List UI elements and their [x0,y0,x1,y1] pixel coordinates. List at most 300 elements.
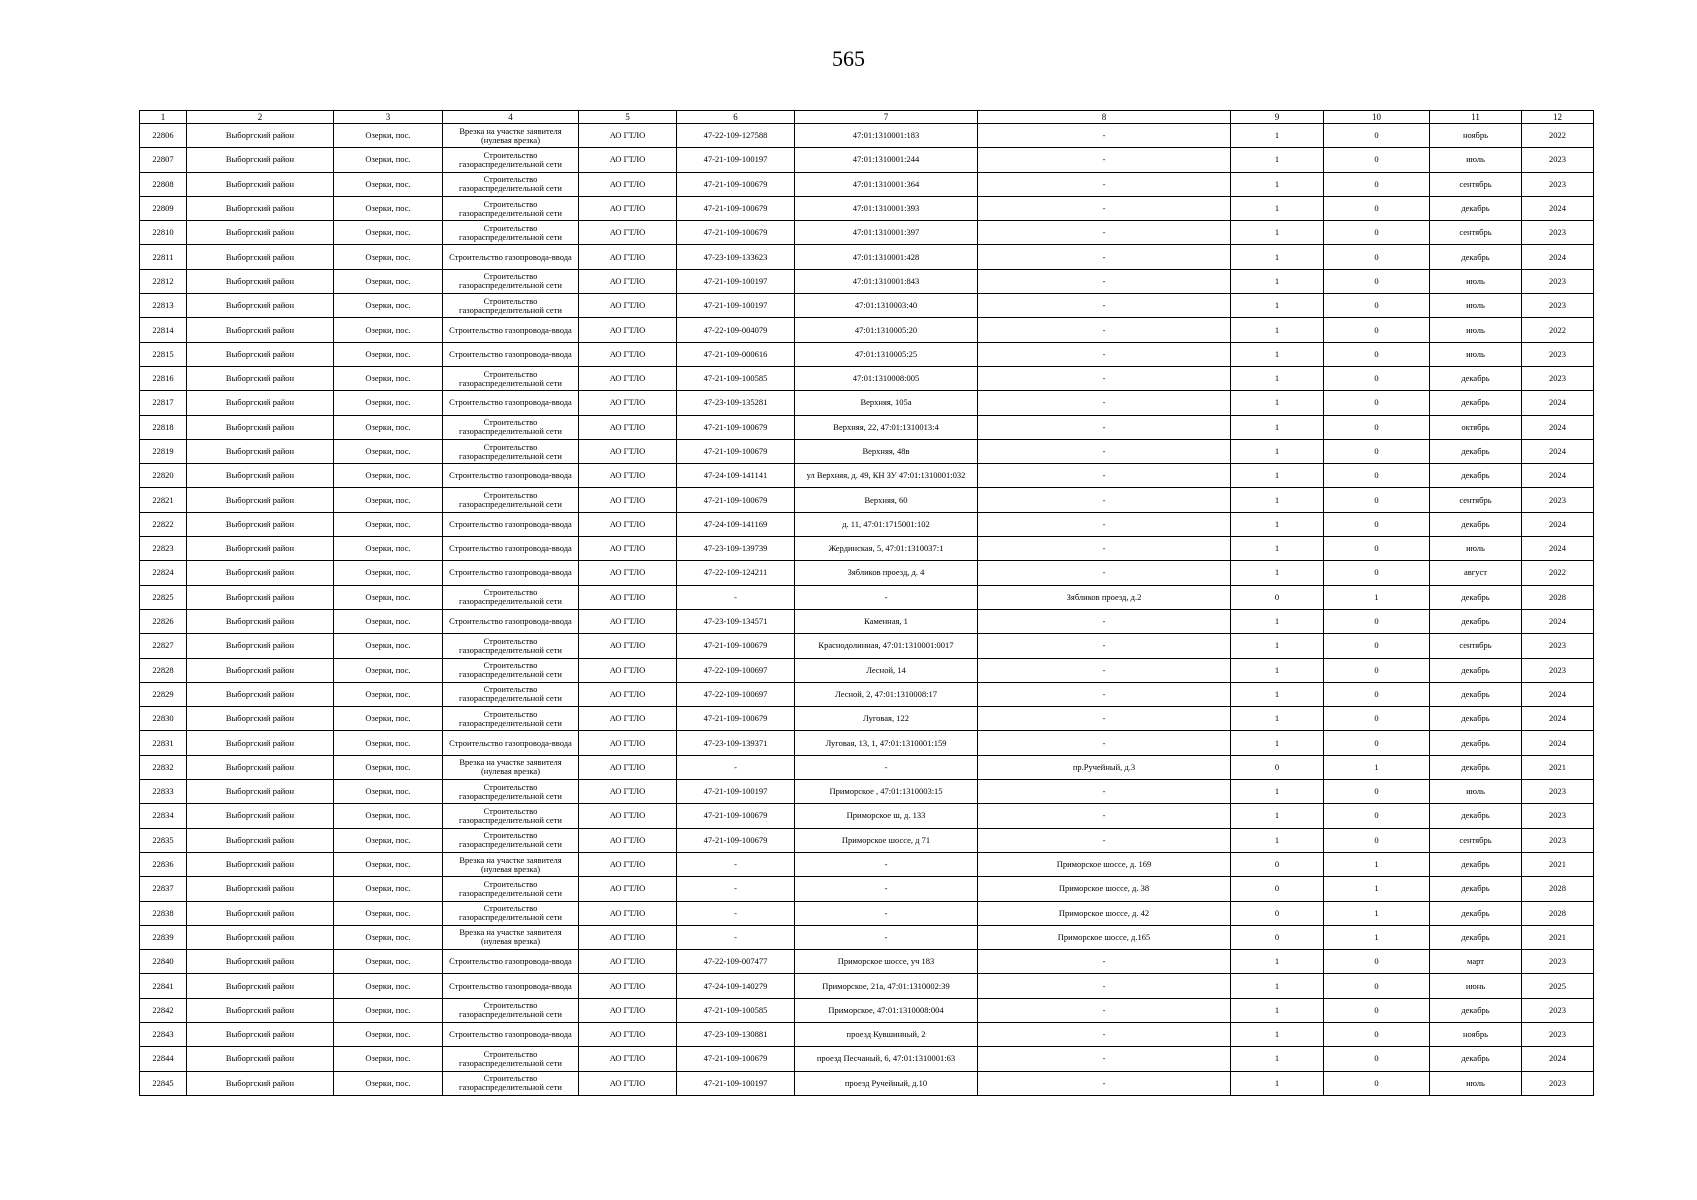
table-cell: Строительство газопровода-ввода [443,245,579,269]
table-cell: 1 [1231,148,1324,172]
table-cell: Строительство газораспределительной сети [443,682,579,706]
table-cell: 0 [1324,196,1430,220]
table-cell: 0 [1324,342,1430,366]
table-cell: - [795,755,978,779]
table-cell: 2028 [1522,901,1594,925]
table-cell: Выборгский район [187,342,334,366]
table-row [140,366,1594,390]
table-row [140,391,1594,415]
table-row [140,269,1594,293]
table-cell: 22845 [140,1071,187,1095]
table-cell: 47-24-109-140279 [677,974,795,998]
table-row [140,342,1594,366]
table-cell: Строительство газопровода-ввода [443,318,579,342]
table-cell: Выборгский район [187,877,334,901]
table-cell: Озерки, пос. [334,1022,443,1046]
table-cell: июль [1430,1071,1522,1095]
table-row [140,950,1594,974]
table-cell: Озерки, пос. [334,342,443,366]
table-row [140,634,1594,658]
table-cell: 2024 [1522,512,1594,536]
table-cell: - [795,877,978,901]
table-cell: июнь [1430,974,1522,998]
table-cell: 2024 [1522,537,1594,561]
table-cell: 0 [1324,269,1430,293]
table-cell: Выборгский район [187,172,334,196]
table-cell: - [978,196,1231,220]
table-cell: 0 [1324,294,1430,318]
table-cell: Строительство газораспределительной сети [443,804,579,828]
table-cell: Строительство газораспределительной сети [443,294,579,318]
table-cell: Каменная, 1 [795,609,978,633]
table-cell: 47-22-109-004079 [677,318,795,342]
column-header: 8 [978,111,1231,124]
table-cell: 47-22-109-124211 [677,561,795,585]
column-header: 4 [443,111,579,124]
table-cell: декабрь [1430,196,1522,220]
table-cell: 47-21-109-100679 [677,488,795,512]
table-cell: 22807 [140,148,187,172]
table-cell: 1 [1231,294,1324,318]
table-cell: 2023 [1522,634,1594,658]
table-cell: 0 [1324,366,1430,390]
table-cell: ноябрь [1430,124,1522,148]
table-cell: - [795,585,978,609]
table-cell: 2022 [1522,318,1594,342]
table-cell: март [1430,950,1522,974]
table-cell: 47-21-109-100585 [677,366,795,390]
table-cell: Строительство газопровода-ввода [443,342,579,366]
table-cell: 2028 [1522,877,1594,901]
table-cell: июль [1430,148,1522,172]
table-cell: Приморское шоссе, д. 169 [978,852,1231,876]
table-cell: 1 [1231,828,1324,852]
table-cell: 22842 [140,998,187,1022]
table-cell: 1 [1231,439,1324,463]
table-row [140,488,1594,512]
table-cell: 47-21-109-100679 [677,828,795,852]
table-cell: Озерки, пос. [334,488,443,512]
table-cell: - [978,974,1231,998]
table-cell: Строительство газораспределительной сети [443,634,579,658]
table-row [140,512,1594,536]
table-cell: Озерки, пос. [334,269,443,293]
table-cell: июль [1430,780,1522,804]
table-cell: 47-23-109-133623 [677,245,795,269]
table-cell: сентябрь [1430,634,1522,658]
table-cell: - [978,172,1231,196]
table-cell: 22836 [140,852,187,876]
table-cell: Выборгский район [187,585,334,609]
table-row [140,464,1594,488]
table-cell: Строительство газопровода-ввода [443,1022,579,1046]
table-cell: Озерки, пос. [334,804,443,828]
table-cell: Лесной, 14 [795,658,978,682]
table-row [140,148,1594,172]
table-cell: Выборгский район [187,707,334,731]
table-cell: проезд Ручейный, д.10 [795,1071,978,1095]
table-cell: Приморское, 21а, 47:01:1310002:39 [795,974,978,998]
table-cell: Строительство газопровода-ввода [443,512,579,536]
table-cell: 1 [1231,561,1324,585]
table-cell: 1 [1324,755,1430,779]
table-cell: Выборгский район [187,366,334,390]
table-cell: сентябрь [1430,488,1522,512]
table-cell: Выборгский район [187,318,334,342]
table-cell: 1 [1231,974,1324,998]
table-cell: август [1430,561,1522,585]
table-cell: Строительство газопровода-ввода [443,609,579,633]
table-cell: 2021 [1522,925,1594,949]
table-cell: 1 [1231,221,1324,245]
table-row [140,294,1594,318]
table-cell: Выборгский район [187,998,334,1022]
table-cell: 47-22-109-100697 [677,682,795,706]
table-cell: Выборгский район [187,464,334,488]
table-cell: 1 [1324,925,1430,949]
table-cell: 22834 [140,804,187,828]
table-cell: 2023 [1522,1022,1594,1046]
table-cell: Озерки, пос. [334,366,443,390]
table-cell: 1 [1324,852,1430,876]
table-cell: Выборгский район [187,245,334,269]
table-cell: Озерки, пос. [334,439,443,463]
table-cell: 1 [1231,780,1324,804]
table-row [140,828,1594,852]
table-cell: Строительство газораспределительной сети [443,439,579,463]
table-cell: 47-21-109-100679 [677,707,795,731]
table-cell: Строительство газораспределительной сети [443,828,579,852]
table-cell: 1 [1231,1071,1324,1095]
table-cell: 47-23-109-139371 [677,731,795,755]
table-cell: декабрь [1430,998,1522,1022]
table-cell: 22809 [140,196,187,220]
table-cell: 22814 [140,318,187,342]
table-cell: 1 [1324,877,1430,901]
table-cell: - [978,950,1231,974]
table-cell: 22824 [140,561,187,585]
table-cell: декабрь [1430,852,1522,876]
table-cell: проезд Песчаный, 6, 47:01:1310001:63 [795,1047,978,1071]
table-row [140,804,1594,828]
column-header: 11 [1430,111,1522,124]
table-row [140,707,1594,731]
table-cell: 1 [1231,269,1324,293]
table-cell: 22808 [140,172,187,196]
table-cell: - [978,391,1231,415]
table-cell: АО ГТЛО [579,658,677,682]
table-cell: 47-21-109-100197 [677,1071,795,1095]
table-cell: 22830 [140,707,187,731]
table-cell: 0 [1324,245,1430,269]
table-cell: 1 [1231,464,1324,488]
table-cell: Строительство газораспределительной сети [443,269,579,293]
table-cell: 2028 [1522,585,1594,609]
table-cell: 2023 [1522,172,1594,196]
table-cell: Выборгский район [187,196,334,220]
table-cell: АО ГТЛО [579,366,677,390]
register-table [139,110,1594,1096]
table-cell: Озерки, пос. [334,901,443,925]
table-cell: Озерки, пос. [334,464,443,488]
table-cell: - [978,124,1231,148]
table-cell: - [978,148,1231,172]
table-cell: 1 [1231,342,1324,366]
table-cell: Озерки, пос. [334,998,443,1022]
table-cell: Приморское шоссе, д. 42 [978,901,1231,925]
table-cell: АО ГТЛО [579,901,677,925]
table-cell: АО ГТЛО [579,124,677,148]
table-cell: Выборгский район [187,658,334,682]
column-header: 12 [1522,111,1594,124]
table-cell: Строительство газопровода-ввода [443,974,579,998]
table-cell: Выборгский район [187,439,334,463]
table-cell: - [677,852,795,876]
table-cell: 0 [1324,658,1430,682]
table-cell: АО ГТЛО [579,196,677,220]
table-cell: - [978,415,1231,439]
table-row [140,1047,1594,1071]
table-cell: Выборгский район [187,950,334,974]
table-cell: Выборгский район [187,1071,334,1095]
table-cell: АО ГТЛО [579,998,677,1022]
table-cell: Строительство газораспределительной сети [443,366,579,390]
table-cell: июль [1430,537,1522,561]
table-cell: проезд Кувшинный, 2 [795,1022,978,1046]
table-cell: Зябликов проезд, д. 4 [795,561,978,585]
table-row [140,537,1594,561]
table-cell: 47-21-109-100679 [677,172,795,196]
table-cell: декабрь [1430,755,1522,779]
table-cell: 22841 [140,974,187,998]
table-cell: 47-21-109-100197 [677,780,795,804]
column-header: 7 [795,111,978,124]
table-cell: 47-24-109-141169 [677,512,795,536]
table-row [140,318,1594,342]
table-cell: д. 11, 47:01:1715001:102 [795,512,978,536]
table-cell: 0 [1231,585,1324,609]
column-header: 2 [187,111,334,124]
table-cell: 2023 [1522,828,1594,852]
table-cell: 0 [1324,634,1430,658]
table-cell: декабрь [1430,682,1522,706]
table-cell: - [978,512,1231,536]
table-cell: АО ГТЛО [579,269,677,293]
table-cell: Выборгский район [187,755,334,779]
table-row [140,780,1594,804]
table-cell: декабрь [1430,877,1522,901]
table-cell: - [978,221,1231,245]
table-cell: 1 [1324,901,1430,925]
table-cell: Верхняя, 48в [795,439,978,463]
table-cell: Озерки, пос. [334,294,443,318]
table-cell: АО ГТЛО [579,780,677,804]
table-cell: Лесной, 2, 47:01:1310008:17 [795,682,978,706]
table-cell: АО ГТЛО [579,634,677,658]
table-cell: Выборгский район [187,537,334,561]
table-cell: АО ГТЛО [579,974,677,998]
table-cell: 22825 [140,585,187,609]
table-cell: ноябрь [1430,1022,1522,1046]
table-row [140,1071,1594,1095]
table-cell: АО ГТЛО [579,585,677,609]
table-cell: Строительство газораспределительной сети [443,488,579,512]
table-cell: 1 [1231,196,1324,220]
table-cell: 0 [1324,439,1430,463]
table-cell: 22831 [140,731,187,755]
table-cell: 22823 [140,537,187,561]
table-row [140,561,1594,585]
table-cell: 22832 [140,755,187,779]
table-cell: Строительство газораспределительной сети [443,780,579,804]
table-cell: 2024 [1522,1047,1594,1071]
table-cell: 1 [1231,391,1324,415]
table-cell: 2023 [1522,269,1594,293]
table-cell: АО ГТЛО [579,1022,677,1046]
table-cell: АО ГТЛО [579,221,677,245]
table-cell: Луговая, 13, 1, 47:01:1310001:159 [795,731,978,755]
table-cell: АО ГТЛО [579,512,677,536]
table-cell: АО ГТЛО [579,731,677,755]
table-cell: 22838 [140,901,187,925]
table-cell: 2024 [1522,609,1594,633]
table-cell: 1 [1231,245,1324,269]
table-cell: Выборгский район [187,294,334,318]
table-cell: Приморское шоссе, д 71 [795,828,978,852]
table-cell: - [978,804,1231,828]
table-cell: 0 [1324,318,1430,342]
table-cell: 0 [1231,925,1324,949]
table-cell: 0 [1324,512,1430,536]
table-cell: 0 [1231,877,1324,901]
table-cell: - [677,585,795,609]
table-cell: Озерки, пос. [334,634,443,658]
table-cell: 22811 [140,245,187,269]
table-cell: 22821 [140,488,187,512]
table-cell: декабрь [1430,245,1522,269]
table-cell: Озерки, пос. [334,561,443,585]
table-cell: Строительство газораспределительной сети [443,148,579,172]
table-cell: - [978,537,1231,561]
table-cell: 2024 [1522,196,1594,220]
table-cell: Врезка на участке заявителя (нулевая врезка) [443,925,579,949]
table-cell: 2023 [1522,221,1594,245]
table-cell: Выборгский район [187,512,334,536]
table-cell: Выборгский район [187,780,334,804]
table-cell: 1 [1231,682,1324,706]
table-cell: 0 [1231,852,1324,876]
table-cell: 2022 [1522,561,1594,585]
table-cell: 1 [1231,707,1324,731]
table-cell: - [677,755,795,779]
table-cell: Строительство газораспределительной сети [443,707,579,731]
table-cell: 2023 [1522,294,1594,318]
table-cell: 47:01:1310005:25 [795,342,978,366]
table-cell: 22828 [140,658,187,682]
table-cell: Выборгский район [187,901,334,925]
table-cell: июль [1430,342,1522,366]
table-cell: - [978,439,1231,463]
table-cell: 0 [1324,950,1430,974]
table-cell: Озерки, пос. [334,828,443,852]
table-cell: декабрь [1430,391,1522,415]
table-cell: АО ГТЛО [579,852,677,876]
table-cell: - [677,925,795,949]
table-cell: 1 [1231,366,1324,390]
table-cell: Озерки, пос. [334,124,443,148]
table-cell: декабрь [1430,901,1522,925]
table-cell: 47-21-109-100679 [677,804,795,828]
table-cell: Озерки, пос. [334,245,443,269]
table-cell: АО ГТЛО [579,318,677,342]
table-cell: Строительство газораспределительной сети [443,998,579,1022]
column-header: 3 [334,111,443,124]
table-cell: 2023 [1522,488,1594,512]
table-row [140,1022,1594,1046]
table-cell: декабрь [1430,658,1522,682]
table-header [140,111,1594,124]
table-cell: 0 [1324,537,1430,561]
table-row [140,974,1594,998]
table-cell: Выборгский район [187,148,334,172]
table-cell: - [978,609,1231,633]
table-row [140,731,1594,755]
table-cell: - [978,1047,1231,1071]
table-cell: 22812 [140,269,187,293]
table-cell: 0 [1324,1022,1430,1046]
table-cell: 0 [1324,731,1430,755]
table-cell: июль [1430,269,1522,293]
table-row [140,877,1594,901]
table-cell: АО ГТЛО [579,877,677,901]
table-cell: Озерки, пос. [334,877,443,901]
table-cell: АО ГТЛО [579,172,677,196]
table-cell: 47:01:1310001:183 [795,124,978,148]
table-cell: 1 [1231,804,1324,828]
table-cell: Выборгский район [187,415,334,439]
table-cell: 1 [1231,731,1324,755]
table-cell: Строительство газопровода-ввода [443,464,579,488]
table-cell: Строительство газораспределительной сети [443,901,579,925]
table-cell: Приморское, 47:01:1310008:004 [795,998,978,1022]
table-cell: 22829 [140,682,187,706]
table-cell: 1 [1231,950,1324,974]
table-cell: 22844 [140,1047,187,1071]
table-cell: - [978,342,1231,366]
table-cell: декабрь [1430,1047,1522,1071]
table-row [140,245,1594,269]
table-cell: декабрь [1430,585,1522,609]
table-cell: 0 [1324,828,1430,852]
table-cell: 1 [1231,998,1324,1022]
table-cell: Строительство газопровода-ввода [443,537,579,561]
table-cell: декабрь [1430,925,1522,949]
table-row [140,925,1594,949]
table-cell: 2021 [1522,755,1594,779]
table-cell: Врезка на участке заявителя (нулевая врезка) [443,124,579,148]
table-cell: 47-21-109-100679 [677,634,795,658]
table-cell: 47-23-109-139739 [677,537,795,561]
table-cell: 47:01:1310001:397 [795,221,978,245]
table-cell: 0 [1324,172,1430,196]
table-row [140,852,1594,876]
table-cell: 47:01:1310003:40 [795,294,978,318]
table-cell: 2024 [1522,391,1594,415]
table-cell: АО ГТЛО [579,609,677,633]
table-cell: 0 [1324,780,1430,804]
table-cell: 47-22-109-007477 [677,950,795,974]
table-cell: Врезка на участке заявителя (нулевая врезка) [443,755,579,779]
